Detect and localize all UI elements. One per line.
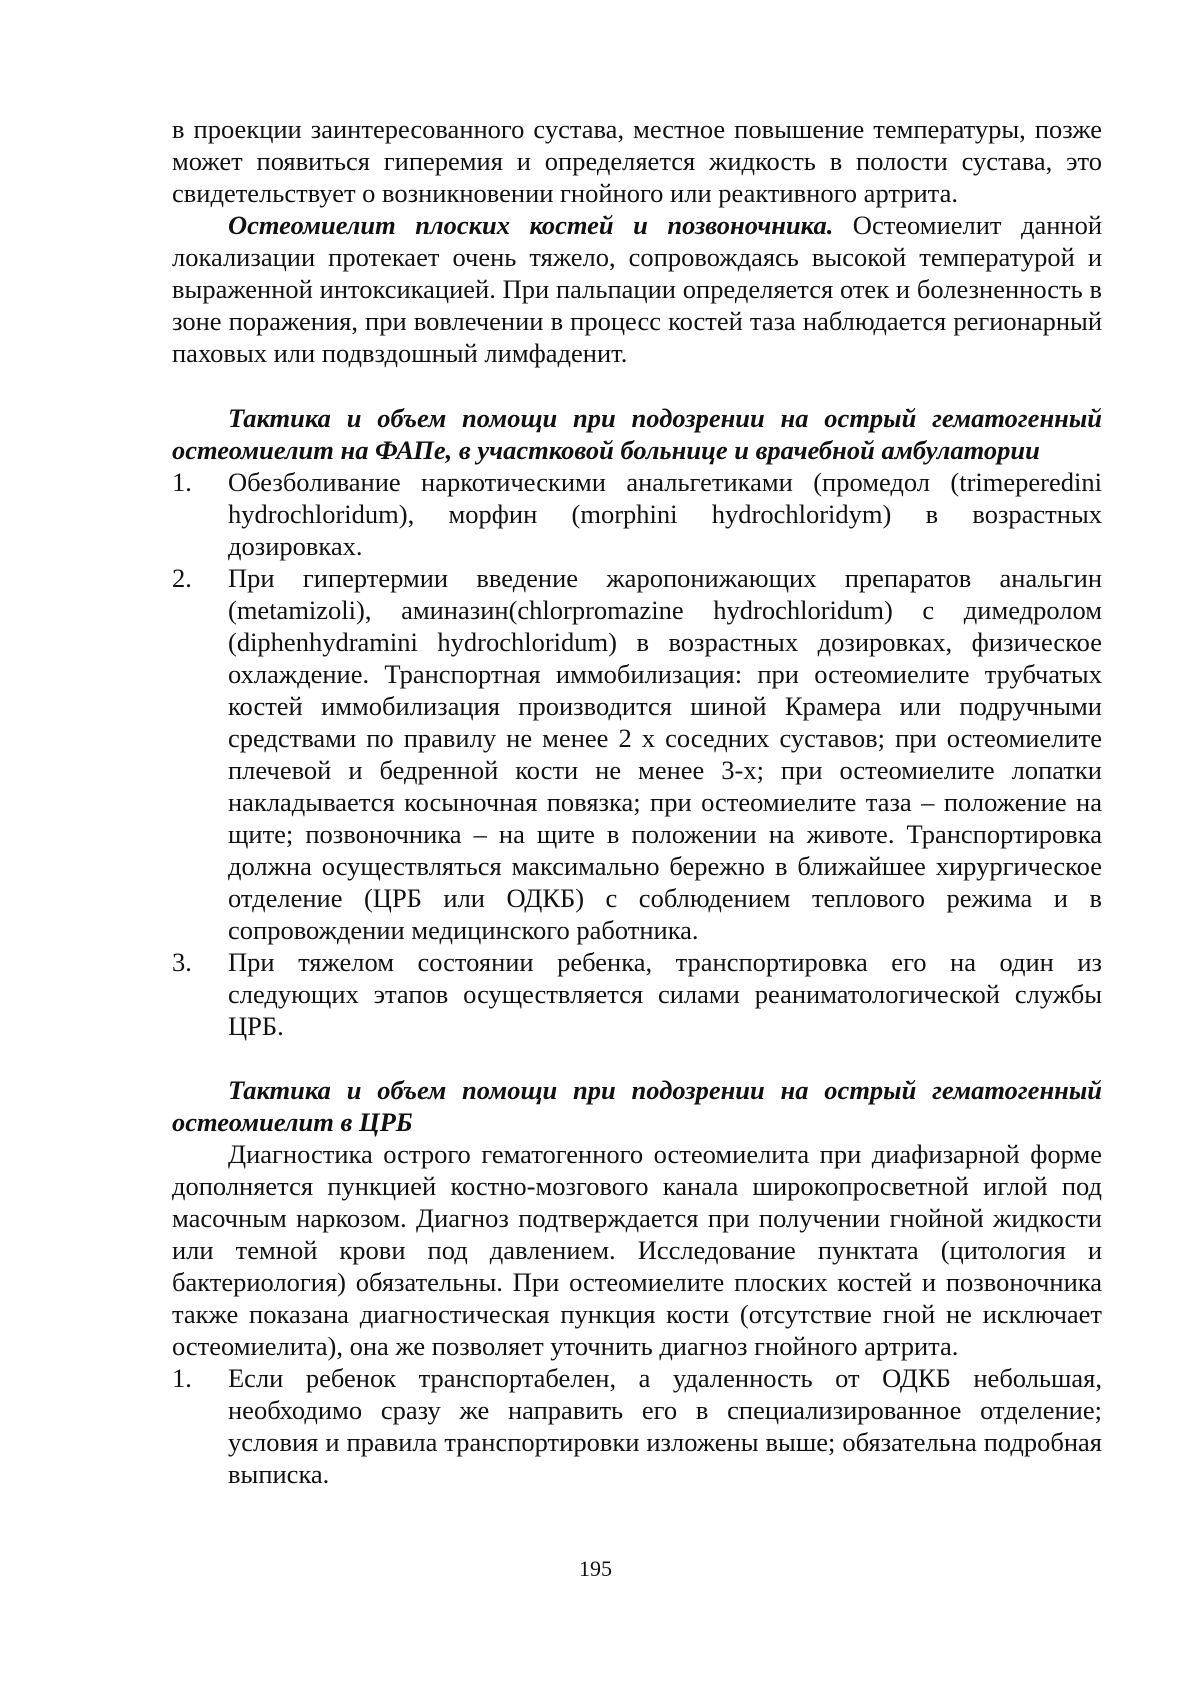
list-fap-tactics: [172, 466, 1102, 1042]
list-item-number: 1.: [172, 467, 192, 497]
list-item-number: 2.: [172, 563, 192, 593]
paragraph-flat-bones-text: Остеомиелит данной локализации протекает очень тяжело, сопровождаясь высокой температурой и выраженной интоксикацией. При пальпации определяется отек и болезненность в зоне поражения, при вовлечении в процесс костей таза наблюдается регионарный паховых или подвздошный лимфаденит.: [172, 210, 1103, 368]
paragraph-arthritis-signs: в проекции заинтересованного сустава, местное повышение температуры, позже может появиться гиперемия и определяется жидкость в полости сустава, это свидетельствует о возникновении гнойного или реактивного артрита.: [172, 114, 1102, 208]
paragraph-flat-bones-osteomyelitis: [172, 209, 1102, 369]
list-item-text: Если ребенок транспортабелен, а удаленность от ОДКБ небольшая, необходимо сразу же направить его в специализированное отделение; условия и правила транспортировки изложены выше; обязательна подробная выписка.: [228, 1363, 1102, 1489]
list-item-text: Обезболивание наркотическими анальгетиками (промедол (trimeperedini hydrochloridum), морфин (morphini hydrochloridym) в возрастных дозировках.: [228, 467, 1102, 561]
list-item-number: 1.: [172, 1363, 192, 1393]
list-item: [172, 946, 1102, 1042]
list-item-text: При гипертермии введение жаропонижающих препаратов анальгин (metamizoli), аминазин(chlorpromazine hydrochloridum) с димедролом (diphenhydramini hydrochloridum) в возрастных дозировках, физическое охлаждение. Транспортная иммобилизация: при остеомиелите трубчатых костей иммобилизация производится шиной Крамера или подручными средствами по правилу не менее 2 х соседних суставов; при остеомиелите плечевой и бедренной кости не менее 3-х; при остеомиелите лопатки накладывается косыночная повязка; при остеомиелите таза – положение на щите; позвоночника – на щите в положении на животе. Транспортировка должна осуществляться максимально бережно в ближайшее хирургическое отделение (ЦРБ или ОДКБ) с соблюдением теплового режима и в сопровождении медицинского работника.: [228, 563, 1102, 945]
run-in-heading-flat-bones: Остеомиелит плоских костей и позвоночника.: [228, 210, 834, 240]
list-item: [172, 562, 1102, 946]
page-number: 195: [579, 1556, 612, 1581]
list-item-number: 3.: [172, 947, 192, 977]
list-item-text: При тяжелом состоянии ребенка, транспортировка его на один из следующих этапов осуществляется силами реаниматологической службы ЦРБ.: [228, 947, 1102, 1041]
page-body: [172, 113, 1102, 1490]
paragraph-diagnostics: Диагностика острого гематогенного остеомиелита при диафизарной форме дополняется пункцией костно-мозгового канала широкопросветной иглой под масочным наркозом. Диагноз подтверждается при получении гнойной жидкости или темной крови под давлением. Исследование пунктата (цитология и бактериология) обязательны. При остеомиелите плоских костей и позвоночника также показана диагностическая пункция кости (отсутствие гной не исключает остеомиелита), она же позволяет уточнить диагноз гнойного артрита.: [172, 1139, 1102, 1361]
list-item: [172, 466, 1102, 562]
list-crb-tactics: [172, 1362, 1102, 1490]
list-item: [172, 1362, 1102, 1490]
section-heading-crb-tactics: Тактика и объем помощи при подозрении на острый гематогенный остеомиелит в ЦРБ: [172, 1075, 1102, 1137]
section-heading-fap-tactics: Тактика и объем помощи при подозрении на острый гематогенный остеомиелит на ФАПе, в участковой больнице и врачебной амбулатории: [172, 403, 1102, 465]
